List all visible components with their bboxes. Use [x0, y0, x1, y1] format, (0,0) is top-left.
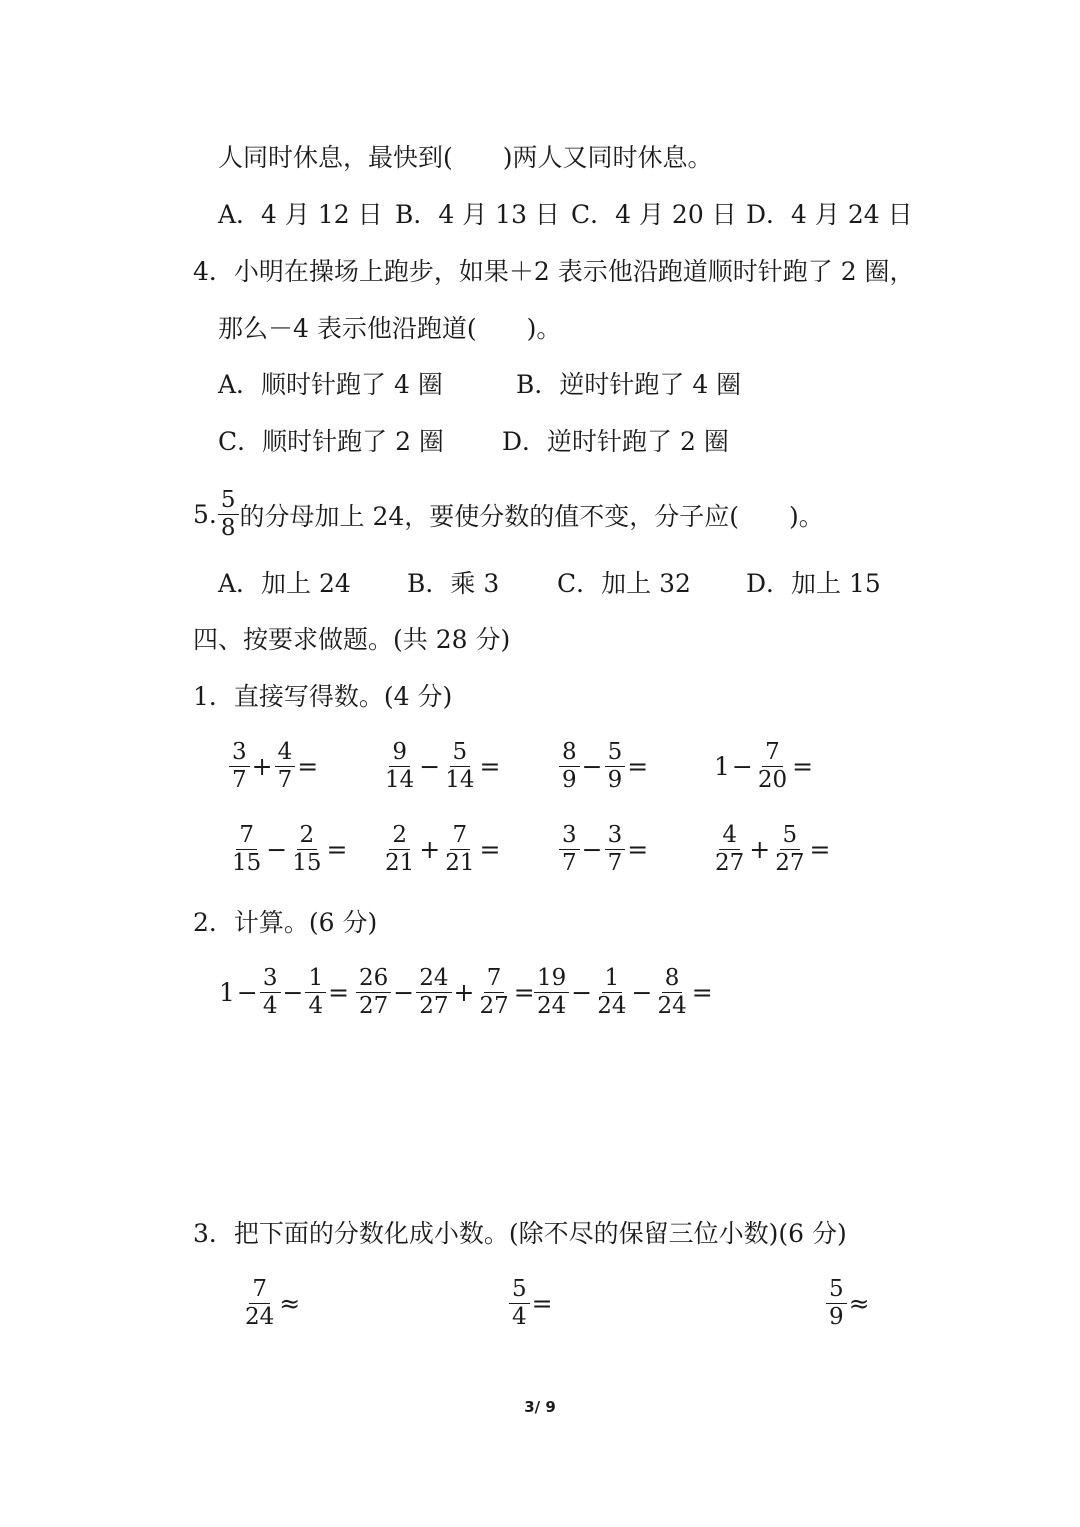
- q5-text: 的分母加上 24，要使分数的值不变，分子应( )。: [239, 501, 824, 531]
- fraction-denominator: 7: [232, 767, 247, 793]
- fraction-denominator: 9: [829, 1304, 844, 1330]
- q3-option-d: D．4 月 24 日: [746, 200, 913, 229]
- operator: +: [251, 752, 273, 781]
- fraction-denominator: 14: [385, 767, 415, 793]
- fraction: [772, 822, 807, 877]
- equals-sign: =: [531, 1289, 553, 1318]
- fraction-denominator: 8: [220, 515, 236, 541]
- fraction: [229, 739, 250, 794]
- fraction-denominator: 9: [607, 767, 623, 793]
- fraction-numerator: 24: [416, 965, 451, 993]
- fraction: [534, 965, 569, 1020]
- operator: −: [266, 835, 288, 864]
- operator: +: [419, 835, 441, 864]
- equals-sign: =: [479, 835, 501, 864]
- fraction: [559, 739, 580, 794]
- fraction-numerator: 5: [826, 1276, 847, 1304]
- fraction: [755, 739, 790, 794]
- q4-option-a: A．顺时针跑了 4 圈: [218, 370, 443, 399]
- approx-sign: ≈: [848, 1289, 870, 1318]
- fraction: [559, 822, 580, 877]
- q4-option-d: D．逆时针跑了 2 圈: [502, 427, 729, 456]
- fraction-denominator: 21: [445, 850, 475, 876]
- fraction-numerator: 8: [662, 965, 683, 993]
- p2-expr-1: [218, 965, 350, 1020]
- p2-title: 2．计算。(6 分): [193, 908, 378, 937]
- fraction-numerator: 4: [275, 739, 296, 767]
- fraction-denominator: 24: [245, 1304, 275, 1330]
- equals-sign: =: [809, 835, 831, 864]
- p1-title: 1．直接写得数。(4 分): [193, 682, 453, 711]
- fraction-numerator: 7: [762, 739, 783, 767]
- fraction-denominator: 4: [308, 993, 324, 1019]
- fraction-denominator: 27: [715, 850, 745, 876]
- p3-expr-3: [825, 1276, 871, 1331]
- q5-option-d: D．加上 15: [746, 569, 881, 598]
- q4-line1: 4．小明在操场上跑步，如果＋2 表示他沿跑道顺时针跑了 2 圈，: [193, 257, 915, 286]
- p2-expr-2: [355, 965, 536, 1020]
- whole-number: 1: [714, 752, 730, 781]
- fraction-numerator: 2: [389, 822, 410, 850]
- p1-expr-3: [558, 739, 649, 794]
- operator: +: [453, 978, 475, 1007]
- fraction-denominator: 9: [562, 767, 577, 793]
- q5-prefix: 5.: [193, 500, 217, 529]
- fraction: [476, 965, 511, 1020]
- fraction-numerator: 2: [297, 822, 318, 850]
- fraction: [826, 1276, 847, 1331]
- fraction-denominator: 7: [562, 850, 577, 876]
- fraction: [382, 822, 417, 877]
- fraction: [260, 965, 281, 1020]
- fraction-denominator: 24: [597, 993, 627, 1019]
- fraction-numerator: 3: [605, 822, 626, 850]
- fraction-denominator: 24: [657, 993, 687, 1019]
- q5-fraction: [218, 487, 239, 542]
- fraction-denominator: 27: [775, 850, 805, 876]
- fraction-numerator: 3: [559, 822, 580, 850]
- whole-number: 1: [219, 978, 235, 1007]
- q5-option-b: B．乘 3: [407, 569, 500, 598]
- p1-expr-1: [228, 739, 319, 794]
- operator: −: [581, 835, 603, 864]
- fraction-denominator: 21: [385, 850, 415, 876]
- fraction: [416, 965, 451, 1020]
- q5-stem: [193, 487, 824, 542]
- fraction: [242, 1276, 277, 1331]
- fraction-denominator: 20: [757, 767, 788, 793]
- section4-title: 四、按要求做题。(共 28 分): [193, 625, 511, 654]
- q5-option-c: C．加上 32: [557, 569, 691, 598]
- operator: −: [581, 752, 603, 781]
- p1-expr-4: [713, 739, 814, 794]
- fraction: [594, 965, 629, 1020]
- equals-sign: =: [328, 978, 350, 1007]
- equals-sign: =: [792, 752, 814, 781]
- fraction-numerator: 7: [484, 965, 505, 993]
- p3-expr-1: [241, 1276, 301, 1331]
- equals-sign: =: [479, 752, 501, 781]
- q4-option-c: C．顺时针跑了 2 圈: [218, 427, 444, 456]
- fraction-numerator: 1: [305, 965, 326, 993]
- operator: +: [749, 835, 771, 864]
- fraction-denominator: 4: [512, 1304, 527, 1330]
- fraction-numerator: 5: [780, 822, 801, 850]
- fraction: [275, 739, 296, 794]
- fraction-denominator: 15: [292, 850, 322, 876]
- fraction: [305, 965, 326, 1020]
- fraction-numerator: 9: [389, 739, 410, 767]
- fraction-denominator: 4: [262, 993, 278, 1019]
- fraction-denominator: 14: [445, 767, 475, 793]
- p3-title: 3．把下面的分数化成小数。(除不尽的保留三位小数)(6 分): [193, 1219, 847, 1248]
- fraction: [382, 739, 417, 794]
- p3-expr-2: [508, 1276, 554, 1331]
- operator: −: [631, 978, 653, 1007]
- fraction: [229, 822, 264, 877]
- fraction-numerator: 8: [559, 739, 580, 767]
- page-number: 3/ 9: [524, 1398, 556, 1416]
- approx-sign: ≈: [279, 1289, 301, 1318]
- fraction: [442, 822, 477, 877]
- fraction-numerator: 5: [605, 739, 626, 767]
- fraction-denominator: 24: [537, 993, 567, 1019]
- q5-option-a: A．加上 24: [218, 569, 351, 598]
- fraction-denominator: 27: [359, 993, 389, 1019]
- fraction: [654, 965, 689, 1020]
- fraction: [605, 822, 626, 877]
- equals-sign: =: [691, 978, 713, 1007]
- fraction-denominator: 7: [277, 767, 293, 793]
- operator: −: [282, 978, 304, 1007]
- q3-option-c: C．4 月 20 日: [571, 200, 737, 229]
- p1-expr-2: [381, 739, 501, 794]
- q3-option-b: B．4 月 13 日: [395, 200, 560, 229]
- q4-line2: 那么－4 表示他沿跑道( )。: [218, 314, 562, 343]
- equals-sign: =: [297, 752, 319, 781]
- fraction-numerator: 5: [450, 739, 471, 767]
- fraction-numerator: 7: [236, 822, 257, 850]
- equals-sign: =: [326, 835, 348, 864]
- p1-expr-7: [558, 822, 649, 877]
- p1-expr-8: [711, 822, 831, 877]
- operator: −: [571, 978, 593, 1007]
- fraction-numerator: 4: [719, 822, 740, 850]
- p1-expr-5: [228, 822, 348, 877]
- p2-expr-3: [533, 965, 714, 1020]
- fraction: [509, 1276, 530, 1331]
- fraction-numerator: 19: [534, 965, 569, 993]
- fraction-numerator: 5: [218, 487, 239, 515]
- fraction-denominator: 27: [479, 993, 509, 1019]
- q4-option-b: B．逆时针跑了 4 圈: [516, 370, 742, 399]
- fraction-numerator: 1: [602, 965, 623, 993]
- fraction: [289, 822, 324, 877]
- fraction: [605, 739, 626, 794]
- fraction-numerator: 3: [260, 965, 281, 993]
- operator: −: [419, 752, 441, 781]
- fraction-denominator: 7: [607, 850, 623, 876]
- p1-expr-6: [381, 822, 501, 877]
- fraction-numerator: 7: [450, 822, 471, 850]
- fraction-numerator: 7: [249, 1276, 270, 1304]
- fraction-numerator: 5: [509, 1276, 530, 1304]
- operator: −: [236, 978, 258, 1007]
- fraction-denominator: 15: [232, 850, 262, 876]
- equals-sign: =: [627, 835, 649, 864]
- operator: −: [731, 752, 753, 781]
- fraction-numerator: 26: [356, 965, 391, 993]
- fraction-numerator: 3: [229, 739, 250, 767]
- fraction: [356, 965, 391, 1020]
- q3-tail-text: 人同时休息，最快到( )两人又同时休息。: [218, 143, 713, 172]
- fraction: [712, 822, 747, 877]
- fraction-denominator: 27: [419, 993, 449, 1019]
- equals-sign: =: [513, 978, 535, 1007]
- operator: −: [393, 978, 415, 1007]
- fraction: [442, 739, 477, 794]
- q3-option-a: A．4 月 12 日: [218, 200, 383, 229]
- equals-sign: =: [627, 752, 649, 781]
